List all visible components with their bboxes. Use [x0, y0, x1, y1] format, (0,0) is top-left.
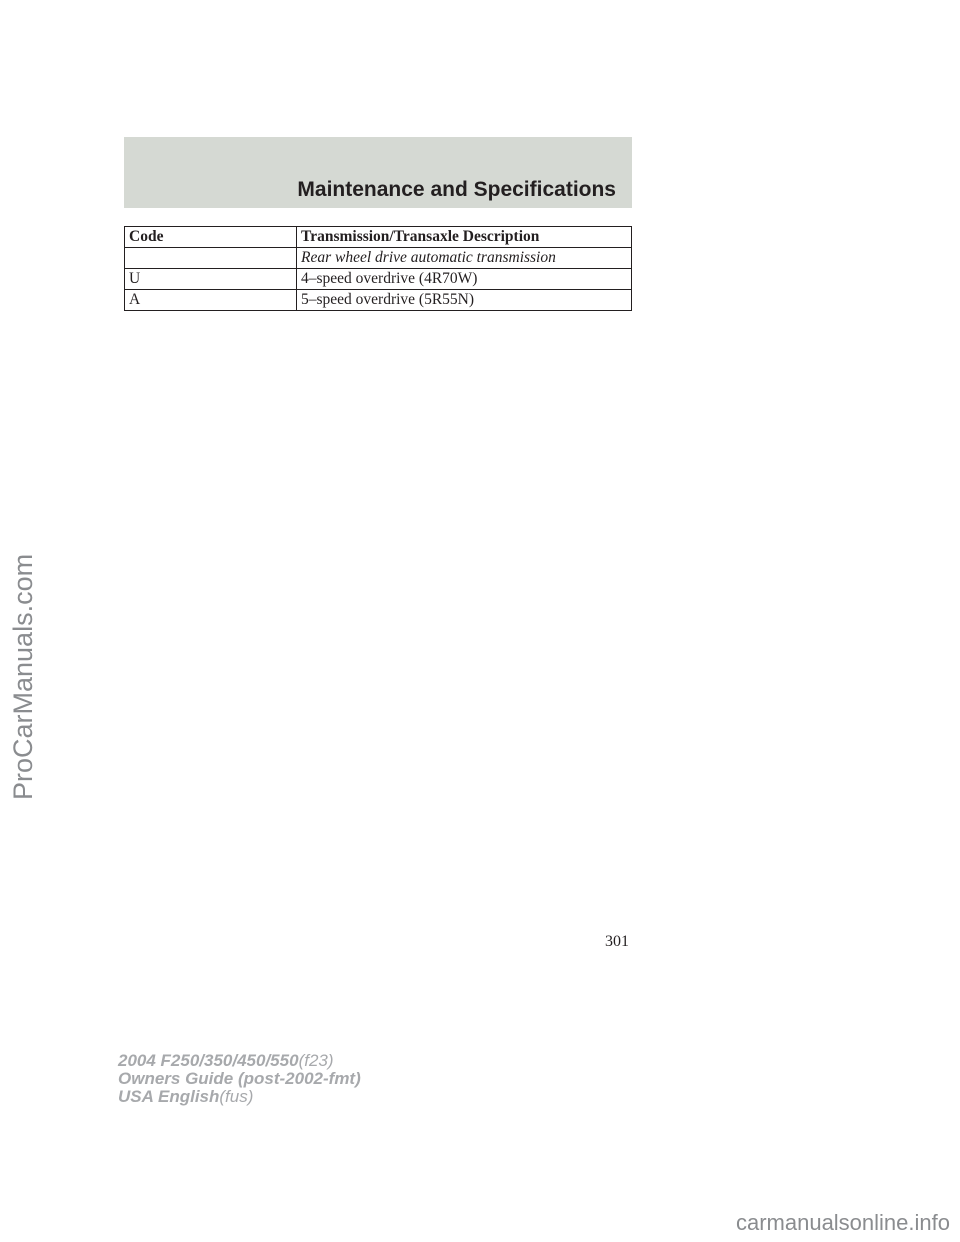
section-header — [124, 137, 632, 208]
footer-guide: Owners Guide (post-2002-fmt) — [118, 1069, 361, 1088]
section-title: Maintenance and Specifications — [297, 178, 616, 201]
table-cell-code: U — [125, 269, 297, 290]
document-footer — [118, 1052, 361, 1106]
footer-line-1 — [118, 1052, 361, 1070]
table-subheader-row — [125, 248, 632, 269]
bottom-watermark: carmanualsonline.info — [735, 1210, 950, 1235]
table-subheader: Rear wheel drive automatic transmission — [297, 248, 632, 269]
table-cell-code: A — [125, 290, 297, 311]
page-number: 301 — [605, 933, 629, 950]
footer-line-3 — [118, 1088, 361, 1106]
transmission-code-table — [124, 226, 632, 311]
table-cell-description: 5–speed overdrive (5R55N) — [297, 290, 632, 311]
side-watermark: ProCarManuals.com — [8, 553, 38, 800]
footer-language-code: (fus) — [219, 1087, 254, 1106]
table-cell-description: 4–speed overdrive (4R70W) — [297, 269, 632, 290]
table-row — [125, 290, 632, 311]
column-header-description: Transmission/Transaxle Description — [297, 227, 632, 248]
table-header-row — [125, 227, 632, 248]
footer-model-code: (f23) — [298, 1051, 334, 1070]
footer-model: 2004 F250/350/450/550 — [118, 1051, 299, 1070]
footer-language: USA English — [118, 1087, 220, 1106]
table-row — [125, 269, 632, 290]
column-header-code: Code — [125, 227, 297, 248]
table-cell — [125, 248, 297, 269]
